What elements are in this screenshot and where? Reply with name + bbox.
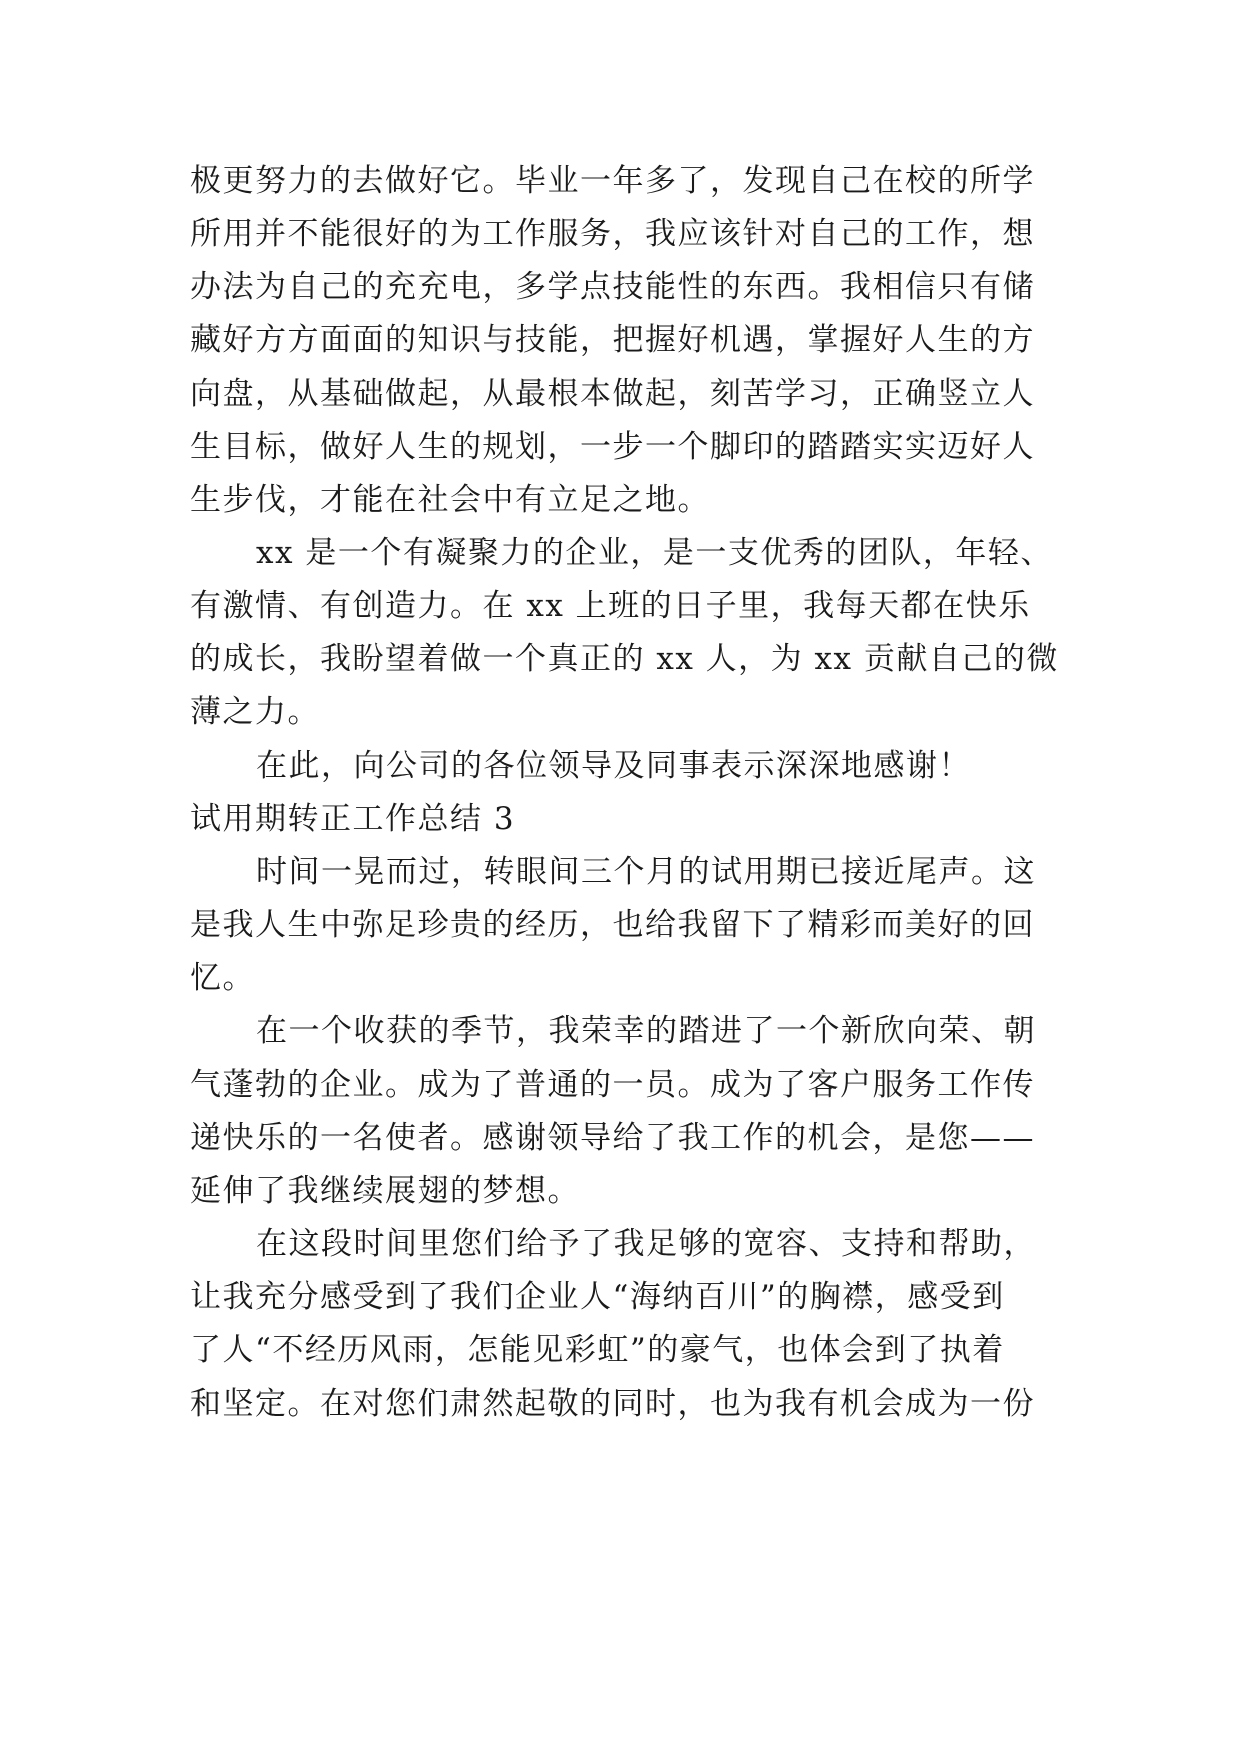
paragraph-first-line: 在此，向公司的各位领导及同事表示深深地感谢！ bbox=[256, 748, 971, 784]
paragraph-first-line: 在这段时间里您们给予了我足够的宽容、支持和帮助， bbox=[256, 1226, 1036, 1262]
text-line: 递快乐的一名使者。感谢领导给了我工作的机会，是您—— bbox=[190, 1120, 1035, 1156]
paragraph-first-line: 时间一晃而过，转眼间三个月的试用期已接近尾声。这 bbox=[256, 854, 1036, 890]
text-line: 是我人生中弥足珍贵的经历，也给我留下了精彩而美好的回 bbox=[190, 907, 1035, 943]
text-line: 有激情、有创造力。在 xx 上班的日子里，我每天都在快乐 bbox=[190, 588, 1031, 624]
text-line: 藏好方方面面的知识与技能，把握好机遇，掌握好人生的方 bbox=[190, 322, 1035, 358]
text-line: 向盘，从基础做起，从最根本做起，刻苦学习，正确竖立人 bbox=[190, 376, 1035, 412]
text-line: 让我充分感受到了我们企业人“海纳百川”的胸襟，感受到 bbox=[190, 1279, 1005, 1315]
text-line: 气蓬勃的企业。成为了普通的一员。成为了客户服务工作传 bbox=[190, 1067, 1035, 1103]
text-line: 的成长，我盼望着做一个真正的 xx 人，为 xx 贡献自己的微 bbox=[190, 641, 1059, 677]
paragraph-first-line: xx 是一个有凝聚力的企业，是一支优秀的团队，年轻、 bbox=[256, 535, 1053, 571]
text-line: 延伸了我继续展翅的梦想。 bbox=[190, 1173, 580, 1209]
text-line: 了人“不经历风雨，怎能见彩虹”的豪气，也体会到了执着 bbox=[190, 1332, 1005, 1368]
text-line: 所用并不能很好的为工作服务，我应该针对自己的工作，想 bbox=[190, 216, 1035, 252]
text-line: 生步伐，才能在社会中有立足之地。 bbox=[190, 482, 710, 518]
text-line: 生目标，做好人生的规划，一步一个脚印的踏踏实实迈好人 bbox=[190, 429, 1035, 465]
paragraph-first-line: 在一个收获的季节，我荣幸的踏进了一个新欣向荣、朝 bbox=[256, 1013, 1036, 1049]
text-line: 和坚定。在对您们肃然起敬的同时，也为我有机会成为一份 bbox=[190, 1386, 1035, 1422]
text-line: 薄之力。 bbox=[190, 694, 320, 730]
text-line: 办法为自己的充充电，多学点技能性的东西。我相信只有储 bbox=[190, 269, 1035, 305]
text-line: 忆。 bbox=[190, 960, 255, 996]
section-heading: 试用期转正工作总结 3 bbox=[190, 801, 516, 837]
text-line: 极更努力的去做好它。毕业一年多了，发现自己在校的所学 bbox=[190, 163, 1035, 199]
